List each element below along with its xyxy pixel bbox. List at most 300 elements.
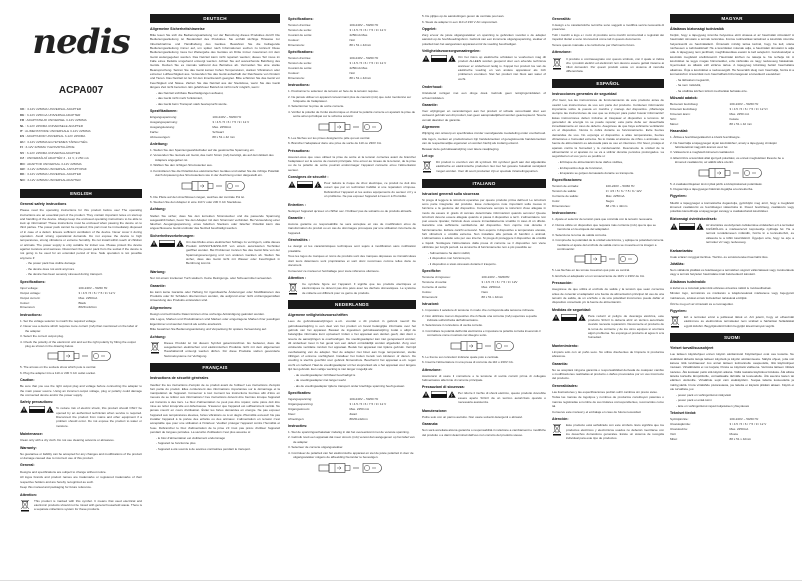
spec-label: Eingangsspannung: xyxy=(150,114,177,119)
general-text: Il design e le caratteristiche tecniche sono soggetti a modifica senza necessità di preavviso. xyxy=(552,23,664,32)
plug-diagram-icon xyxy=(573,253,643,265)
language-product-name: ADAPTOR UNIVERSAL 3-12V 2250MA xyxy=(27,161,82,166)
safety-bullet: - laite on vahingoittunut rajusti kuljetuksen yhteydessä xyxy=(676,403,749,408)
spec-label: Dimensions: xyxy=(288,75,305,80)
general-heading: Általános tudnivalók: xyxy=(670,279,707,284)
spec-row xyxy=(670,102,794,106)
language-separator: : xyxy=(24,172,28,177)
spec-label: Courant de sortie: xyxy=(288,65,313,70)
section-suomi xyxy=(670,333,794,441)
general-heading: Generalidades: xyxy=(552,383,578,388)
spec-label: Corriente de salida: xyxy=(552,194,579,199)
instruction-step: 1. Impostare il selettore di tensione in modo che corrisponda alla tensione richiesta. xyxy=(422,308,535,313)
safety-bullet: - power pack ei enää toimi xyxy=(676,398,712,403)
language-code: IT xyxy=(20,129,23,134)
general-text: Alle logo's, merken en productnamen zijn handelsmerken of geregistreerde handelsmerken van de respectievelijke eigenaren en worden hierbij als zodanig erkend. xyxy=(422,136,546,146)
electric-shock-icon xyxy=(314,181,322,188)
warranty-heading: Garanzia: xyxy=(422,422,439,427)
warranty-heading: Warranty: xyxy=(20,445,37,450)
instruction-step: 4. Kontrollieren Sie die Polarität des elektronischen Gerätes und stellen Sie die richtige Polarität durch Anpassung des Stromsteckers wie in der Zeichnung unten dargestellt ein. xyxy=(150,168,280,178)
instruction-step: 2. Ne jamais utiliser un appareil consommant plus de courant (mA) que celui mentionné sur l'étiquette de l'adaptateur. xyxy=(288,94,412,103)
safety-heading: Yleiset turvallisuusohjeet xyxy=(670,346,714,351)
instruction-step: 1. Positionner le sélecteur de tension en face de la tension requise. xyxy=(288,89,379,94)
attention-text: Ezt a terméket ezzel a jelöléssel láttuk el. Azt jelenti, hogy az elhasznált elektromos és elektronikus termékeket nem szabad a háztartási hulladékkal együtt kidobni. Begyűjtésükről külön begyűjtő létesítmények végzik. xyxy=(684,314,794,328)
instruction-step: 4. Controllare la polarità dell'unità elettronica e impostare la polarità corretta inserendo il connettore come mostrato nel disegno sotto. xyxy=(422,328,541,338)
safety-heading: Istruzioni generali sulla sicurezza xyxy=(422,191,480,196)
precautions-text: Um das Risiko eines elektrischen Schlags zu verringern, sollte dieses Produkt AUSSCHLIESSLICH von einem autorisierten Techniker geöffnet werden. Bei Problemen trennen Sie das Gerät bitte von der Spannungsversorgung und von anderen Geräten ab. Stellen Sie sicher, dass das Gerät nicht mit Wasser oder Feuchtigkeit in Berührung kommt. xyxy=(186,239,280,266)
caution-text: Zorg ervoor de juiste uitgangsstekker en spanning te gebruiken voordat u de adapter aansluit op de hoofdvoedingsbron. Gebruik van een incorrecte uitgangsspanning, stekker of polariteit kan het aangesloten apparaat en/of de voeding beschadigen. xyxy=(422,32,546,46)
section-nederlands-start xyxy=(288,300,416,474)
warranty-text: Aucune garantie ou responsabilité ne sera acceptée en cas de modification et/ou de transformation du produit ou en cas de dommages provoqués par une utilisation incorrecte de l'appareil. xyxy=(288,222,416,235)
caution-text: Assicurarsi di usare il connettore e la tensione di uscita corretti prima di collegare l'alimentatore alla fonte di corrente principale. xyxy=(422,373,546,383)
spec-row xyxy=(20,286,142,290)
weee-notice xyxy=(670,315,794,329)
spec-label: Ulostulojännite: xyxy=(670,421,691,426)
spec-value: Máx. 2250mA xyxy=(605,194,625,199)
precautions-row xyxy=(552,314,664,341)
caution-text: Stellen Sie sicher, dass Sie den korrekten Stromstecker und die passende Spannung ausgewählt haben, bevor Sie den Adapter mit dem Stromnetz verbinden. Bei Verwendung einer falschen Ausgangsspannung, eines falschen Steckers oder falscher Polarität kann das angeschlossene Gerät und/oder das Netzteil beschädigt werden. xyxy=(150,213,280,231)
maintenance-text: Límpielo sólo con un paño seco. No utilice disolventes de limpieza ni productos abrasivos. xyxy=(552,350,664,359)
safety-bullet: - als de voedingsadapter tijdens transport onder krachtige spanning heeft gestaan xyxy=(294,383,405,388)
spec-value: 3 / 4.5 / 5 / 6 / 7.5 / 9 / 12 V xyxy=(78,290,116,295)
safety-text: Si prega di leggere le istruzioni operative per questo prodotto prima dell'uso! Le istruzioni sono parte integrante del prodotto. Esse contengono note importanti sulla messa in funzione e la gestione del dispositivo. Conservare sempre le istruzioni d'uso allegate in modo da essere in grado di cercare determinate informazioni quando servono! Queste istruzioni devono essere allegate quando si passa il dispositivo a terzi. L'alimentatore non può essere riparato; l'articolo deve essere immediatamente smaltito in caso di un difetto. Garantire una sufficiente ventilazione del dispositivo. Non coprire mai durante il funzionamento. Evitare carichi eccessivi. Non esporre il dispositivo a temperature elevate, forti vibrazioni o umidità estrema. Non installare alla portata di bambini o animali. L'alimentatore è adatto solo per uso interno. Si prega di proteggere il dispositivo da umidità e liquidi. Scollegare l'alimentatore dalla presa di corrente se il dispositivo non viene utilizzato per lunghi periodi. La sicurezza di funzionamento non è più possibile se: xyxy=(422,197,546,250)
spec-label: Output current: xyxy=(20,295,41,300)
instruction-step: 5. Les flèches sur les prises désignent le pôle qui est central. xyxy=(288,135,371,140)
instruction-step: 6. Steek de adapter in een 110 of 230 V AC stopcontact. xyxy=(422,19,498,24)
spec-value: 88 x 51 x 42mm xyxy=(729,436,752,441)
maintenance-text: Uitsluitend reinigen met een droge doek. Gebruik geen reinigingsmiddelen of schuurmiddelen. xyxy=(422,91,546,100)
spec-label: Bemeneti feszültség: xyxy=(670,102,699,107)
specifications-heading: Specificaties: xyxy=(288,390,312,395)
spec-value: 100-240V ~ 50/60 Hz xyxy=(605,184,635,189)
spec-row xyxy=(288,66,416,70)
maintenance-text: Pulire solo con un panno asciutto. Non usare solventi detergenti o abrasivi. xyxy=(422,414,523,419)
language-code: RO xyxy=(20,161,25,166)
weee-bin-icon xyxy=(552,423,562,437)
section-header-hu: MAGYAR xyxy=(670,14,794,23)
spec-value: Musta xyxy=(729,431,738,436)
plug-polarity-diagram xyxy=(288,461,416,475)
spec-value: Max. 2250mA xyxy=(78,295,98,300)
instruction-step: 4. Vérifier la polarité de l'unité électronique et choisir la polarité correcte en ajustant la prise de sortie ainsi qu'indiqué sur le schéma suivant: xyxy=(288,109,416,119)
spec-row xyxy=(150,125,280,129)
instruction-step: 3. Select the correct output plug. xyxy=(20,334,64,339)
language-code: DK xyxy=(20,172,25,177)
spec-value: Negro xyxy=(605,199,615,204)
spec-row xyxy=(20,291,142,295)
plug-diagram-icon xyxy=(180,180,250,192)
safety-bullet: - ha szállítás közben túlzott mechanikai behatás érte. xyxy=(676,88,748,93)
spec-value: Zwart xyxy=(349,411,358,416)
safety-bullet: - l'appareil ne fonctionne plus xyxy=(156,441,196,446)
spec-label: Kleur: xyxy=(288,411,296,416)
safety-bullet: - the device does not work anymore xyxy=(26,266,75,271)
electric-shock-icon xyxy=(578,314,586,321)
weee-bin-icon xyxy=(422,160,432,174)
attention-text: Dieses Produkt ist mit diesem Symbol gekennzeichnet. Es bedeutet, dass die ausgedienten elektrischen und elektronischen Produkte nicht mit dem allgemeinen Haushaltsmüll entsorgt werden dürfen. Für diese Produkte stehen gesonderte Sammelsysteme zur Verfügung. xyxy=(164,340,280,358)
general-text: Keep this manual and packaging for future reference. xyxy=(20,485,92,490)
caution-heading: Achtung: xyxy=(150,207,166,212)
specifications-heading: Műszaki adatok: xyxy=(670,95,698,100)
section-nederlands-cont xyxy=(422,14,546,175)
language-product-name: ADAPTATEUR UNIVERSEL 3-12V 2250MA xyxy=(26,118,87,123)
plug-polarity-diagram xyxy=(288,120,416,134)
crossed-bin-icon xyxy=(552,423,562,436)
general-text: Bitte bewahren Sie Bedienungsanleitung und Verpackung für spätere Verwendung auf. xyxy=(150,327,267,332)
warning-triangle-icon xyxy=(422,391,430,398)
section-english xyxy=(20,189,142,513)
safety-text: Lees de gebruiksaanwijzingen a.u.b. voordat u dit product in gebruik neemt! De gebruiksaanwijzing is een deel van het product en bevat belangrijke informatie over het gebruik van het apparaat. Bewaar de ingesloten gebruiksaanwijzing zodat u altijd de belangrijke informatie kunt opzoeken! Indien u het apparaat aan derden geeft, dan dient u tevens de aanwijzingen te overhandigen. De voedingsadapter kan niet gerepareerd worden; dit onderdeel moet in het geval van een defect onmiddellijk worden afgedankt. Zorg voor voldoende ventilatie rondom het apparaat. Bedek het apparaat niet tijdens gebruik. Vermijd overbelasting van de adapter. Stel de adapter niet bloot aan hoge temperaturen, sterke trillingen of extreme vochtigheid. Installeer het buiten bereik van kinderen of dieren. De voeding is slechts geschikt voor gebruik binnenshuis. Beschermt het apparaat a.u.b. tegen vocht en natheid. Haal de voedingsadapter uit het stopcontact als u het apparaat voor langere tijd niet gebruikt. Een veilige werking is niet langer mogelijk als: xyxy=(288,319,416,371)
safety-heading: Instructions de sécurité générales xyxy=(150,376,209,381)
weee-notice xyxy=(20,499,142,513)
precautions-row xyxy=(288,181,416,200)
spec-value: 88 x 51 x 42mm xyxy=(605,204,628,209)
warning-icons xyxy=(670,223,704,230)
language-separator: : xyxy=(24,166,28,171)
precautions-text: Para reducir el peligro de descarga eléctrica, este producto SOLO lo debería abrir un técnico autorizado cuando necesite reparación. Desconecte el producto de la toma de corriente y de los otros equipos si ocurriera algún problema. No exponga el producto al agua ni a la humedad. xyxy=(588,313,664,340)
warranty-text: Es kann keine Garantie oder Haftung für irgendwelche Änderungen oder Modifikationen des Produkts oder für Schäden übernommen werden, die aufgrund einer nicht ordnungsgemäßen Anwendung des Produkts entstanden sind. xyxy=(150,289,280,303)
column-cover-english xyxy=(20,0,142,578)
spec-row xyxy=(150,115,280,119)
section-header-de: DEUTSCH xyxy=(150,14,280,23)
spec-label: Courant de sortie: xyxy=(288,32,313,37)
warning-icons xyxy=(288,181,322,188)
instruction-step: 4. Ellenőrizze a készülék által igényelt polaritást, és ennek megfelelően illessze be a kimeneti csatlakozót, az alábbi ábra szerint. xyxy=(670,155,784,165)
weee-bin-icon xyxy=(552,57,562,71)
language-product-name: ALIMENTATORE UNIVERSALE 3-12V 2250MA xyxy=(25,129,91,134)
attention-text: Ce symbole figure sur l'appareil. Il signifie que les produits électriques et électroniques ne doivent pas être jetés avec les déchets domestiques. Le système de collecte est différent pour ce genre de produits. xyxy=(302,281,416,295)
instruction-step: 4. Compruebe la polaridad de la unidad electrónica, y aplique la polaridad correcta mediante el ajuste del enchufe de salida como se muestra en la imagen a continuación: xyxy=(552,238,664,251)
language-code: ES xyxy=(20,134,25,139)
language-separator: : xyxy=(24,177,28,182)
spec-label: Syöttöjännite: xyxy=(670,416,689,421)
safety-heading: General safety instructions xyxy=(20,202,67,207)
language-product-name: 3-12V 2250MA UNIVERSELE ADAPTER xyxy=(26,123,83,128)
warranty-text: Nem vállalunk jótállást és felelősséget a termékben végzett változtatások vagy módosítások vagy a termék helytelen használata miatt bekövetkező károkért. xyxy=(670,268,794,277)
maintenance-heading: Maintenance: xyxy=(20,432,43,437)
spec-value: Noir xyxy=(349,37,356,42)
spec-row xyxy=(670,427,794,431)
precautions-heading: Veiligheidsvoorzorgsmaatregelen: xyxy=(422,48,481,53)
spec-value: 2250mA Max. xyxy=(349,65,369,70)
caution-heading: Figyelem: xyxy=(670,194,687,199)
warning-triangle-icon xyxy=(150,240,158,247)
spec-label: Väri: xyxy=(670,431,677,436)
spec-value: 3 / 4.5 / 5 / 6 / 7.5 / 9 / 12 V xyxy=(212,119,250,124)
precautions-heading: Sicherheitsvorkehrungen: xyxy=(150,233,195,238)
caution-heading: Caution: xyxy=(20,378,35,383)
safety-bullet: - power pack on vahingoittunut näkyvästi xyxy=(676,392,732,397)
spec-row xyxy=(288,38,416,42)
spec-row xyxy=(670,122,794,126)
spec-label: Colore: xyxy=(422,289,432,294)
warranty-heading: Garantie: xyxy=(150,283,166,288)
language-product-name: 3-12V 2250mA UNIVERSALADAPTER xyxy=(26,112,81,117)
safety-bullet: - de voedingsadapter zichtbaar beschadigd is xyxy=(294,372,356,377)
instruction-step: 5. Las flechas en las tomas muestran qué polo es central. xyxy=(552,268,630,273)
spec-label: Abmessungen: xyxy=(150,134,171,139)
general-text: Las ilustraciones y las especificaciones podrán sufrir cambios sin previo aviso. xyxy=(552,389,658,394)
crossed-bin-icon xyxy=(288,282,298,295)
instructions-heading: Instructions: xyxy=(20,312,42,317)
plug-diagram-icon xyxy=(317,121,387,133)
spec-row xyxy=(288,76,416,80)
precautions-heading: Medidas de seguridad: xyxy=(552,307,591,312)
spec-row xyxy=(288,61,416,65)
spec-label: Dimension: xyxy=(20,305,36,310)
specifications-heading: Especificaciones: xyxy=(552,178,583,183)
instruction-step: 6. Dugaszolja a tápegységet hálózati dugaljba a konnektorba. xyxy=(670,187,754,192)
warranty-text: Non sarà accettata alcuna garanzia o responsabilità in relazione a cambiamenti e modifiche del prodotto o a danni determinati dall'uso non corretto del prodotto stesso. xyxy=(422,428,546,437)
precautions-row xyxy=(422,391,546,405)
instruction-step: 1. Állítsa a feszültségválasztót a kívánt feszültségre. xyxy=(670,135,741,140)
spec-label: Tension d'entrée: xyxy=(288,56,312,61)
section-deutsch xyxy=(150,14,280,359)
instructions-heading: Instrucciones: xyxy=(552,211,577,216)
spec-row xyxy=(288,43,416,47)
spec-label: Dimensioni: xyxy=(422,294,438,299)
spec-value: 3 / 4.5 / 5 / 6 / 7.5 / 9 / 12 V xyxy=(349,28,387,32)
caution-label-icon xyxy=(159,240,175,247)
spec-label: Tension de sortie: xyxy=(288,28,312,32)
instructions-heading: Instructions: xyxy=(288,83,310,88)
section-header-nl: NEDERLANDS xyxy=(288,300,416,309)
spec-value: 100-240V ~ 50/60 Hz xyxy=(729,416,759,421)
general-heading: Algemeen: xyxy=(422,124,441,129)
spec-value: 3 / 4.5 / 5 / 6 / 7.5 / 9 / 12 V= xyxy=(729,106,769,111)
attention-heading: Achtung: xyxy=(150,334,166,339)
weee-bin-icon xyxy=(670,315,680,329)
spec-label: Szín: xyxy=(670,116,677,121)
warning-triangle-icon xyxy=(552,314,560,321)
spec-label: Farbe: xyxy=(150,129,159,134)
instruction-step: 5. The arrows on the sockets show which pole is central. xyxy=(20,365,97,370)
maintenance-heading: Onderhoud: xyxy=(422,85,443,90)
precautions-row xyxy=(422,55,546,82)
spec-label: Ulostulovirta: xyxy=(670,426,688,431)
warranty-text: Voor wijzigingen en veranderingen aan het product of schade veroorzaakt door een verkeerd gebruik van dit product, kan geen aansprakelijkheid worden geaccepteerd. Tevens vervalt daardoor de garantie. xyxy=(422,109,546,122)
caution-heading: Opgelet: xyxy=(422,26,437,31)
warranty-heading: Jótállás: xyxy=(670,261,685,266)
language-separator: : xyxy=(24,139,28,144)
instruction-step: 3. Sélectionner la prise de sortie correcte. xyxy=(288,104,345,109)
attention-text: This product is marked with this symbol. It means that used electrical and electronic products should not be mixed with general household waste. There is a separate collections system for these products. xyxy=(34,498,142,512)
spec-label: Tension de sortie: xyxy=(288,61,312,66)
spec-label: Afmetingen: xyxy=(288,416,305,421)
warning-triangle-icon xyxy=(288,181,296,188)
instruction-step: 6. Enchufe el adaptador en un tomacorriente de 110V ó 230V de CA. xyxy=(552,273,645,278)
instruction-step: 1. Ajuste el selector de tensión para que coincida con la tensión necesaria. xyxy=(552,217,653,222)
spec-value: 88 x 51 x 42mm xyxy=(349,42,372,47)
weee-bin-icon xyxy=(288,282,298,296)
electric-shock-icon xyxy=(448,55,456,62)
spec-label: Tension d'entrée: xyxy=(288,23,312,28)
attention-heading: Let op: xyxy=(422,154,434,159)
section-francais-start xyxy=(150,363,280,451)
attention-heading: Attention: xyxy=(20,492,37,497)
instructions-heading: Istruzioni: xyxy=(422,302,440,307)
instruction-step: 1. Stel de spanningsschakelaar zodanig in dat het overeenkomt met de vereiste spanning. xyxy=(288,429,410,434)
language-code: UK xyxy=(20,107,25,112)
spec-value: 3 / 4.5 / 5 / 6 / 7.5 / 9 / 12V xyxy=(605,189,642,194)
spec-row xyxy=(552,194,664,198)
instructions-heading: Instructies: xyxy=(288,423,308,428)
spec-row xyxy=(670,422,794,426)
specifications-heading: Tekniset tiedot: xyxy=(670,410,697,415)
language-code: FI xyxy=(20,145,23,150)
spec-label: Kimeneti feszültség: xyxy=(670,106,698,111)
general-heading: General: xyxy=(20,463,35,468)
spec-row xyxy=(20,296,142,300)
spec-label: Couleur: xyxy=(288,37,300,42)
spec-label: Uitgangsstroom: xyxy=(288,406,311,411)
weee-notice xyxy=(422,160,546,174)
language-product-name: 3-12V 2250MA YLEISVIRTALÄHDE xyxy=(25,145,75,150)
electric-shock-icon xyxy=(448,391,456,398)
section-espanol xyxy=(552,79,664,442)
general-text: Wijziging van ontwerp en specificaties zonder voorafgaande mededeling onder voorbehoud. xyxy=(422,131,546,136)
spec-row xyxy=(422,275,546,279)
spec-label: Kimeneti áram: xyxy=(670,111,691,116)
model-number: ACPA007 xyxy=(58,85,104,97)
safety-bullet: - the device has been severely stressed during transport. xyxy=(26,272,103,277)
spec-row xyxy=(670,417,794,421)
maintenance-heading: Wartung: xyxy=(150,270,166,275)
electric-shock-icon xyxy=(696,223,704,230)
safety-bullet: - El dispositivo deja de funcionar, xyxy=(558,165,603,170)
warning-triangle-icon xyxy=(422,55,430,62)
electric-shock-icon xyxy=(46,406,54,413)
precautions-text: To reduce risk of electric shock, this product should ONLY be opened by an authorized technician when service is required. Disconnect the product from mains and other equipment if a problem should occur. Do not expose the product to water or moisture. xyxy=(56,406,142,428)
language-list xyxy=(20,107,142,183)
maintenance-text: Nur mit einem trockenen Tuch säubern. Keine Reinigungs- oder Scheuermittel verwenden. xyxy=(150,276,273,281)
weee-notice xyxy=(150,341,280,360)
language-product-name: 3-12V 2250MA UNIVERSALADAPTER xyxy=(27,177,81,182)
spec-row xyxy=(288,23,416,27)
spec-row xyxy=(288,28,416,32)
column-nl-it xyxy=(422,0,546,578)
instruction-step: 3. Selezionare il connettore di uscita corretto. xyxy=(422,323,483,328)
section-header-fi: SUOMI xyxy=(670,333,794,342)
safety-bullet: - das Gerät beim Transport stark beansprucht wurde. xyxy=(156,101,228,106)
instruction-step: 2. Verwenden Sie niemals ein Gerät, das mehr Strom (mA) benötigt, als auf dem Etikett des Adapters angegeben ist. xyxy=(150,153,274,162)
instruction-step: 2. Nunca utilice un dispositivo que requiera más corriente (mA) que la que se menciona en la etiqueta del adaptador. xyxy=(552,222,656,232)
caution-text: Assurez-vous que vous utilisez la prise de sortie et la tension correctes avant de brancher l'adaptateur sur la source de courant principale. Une erreur au niveau de la tension, de la prise ou de la polarité de sortie pourrait endommager l'appareil connecté et/ou l'alimentation secteur. xyxy=(288,154,416,172)
caution-text: Mielőtt a tápegységet a konnektorba dugaszolja, győződjön meg arról, hogy a megfelelő kimeneti csatlakozót és feszültséget választotta ki. Rossz feszültség, csatlakozó vagy polaritás károsíthatja a tápegységet és/vagy a csatlakoztatott készüléket. xyxy=(670,200,794,214)
safety-heading: Algemene veiligheidsvoorschriften xyxy=(288,313,348,318)
general-text: Minden logó, terméknév és márkanév a tulajdonosának márkaneve vagy bejegyzett márkaneve, azokat ennek tiszteletben tartásával említjük. xyxy=(670,291,794,300)
spec-row xyxy=(422,280,546,284)
spec-label: Couleur: xyxy=(288,70,300,75)
safety-heading: Instrucciones generales de seguridad xyxy=(552,92,617,97)
safety-bullet: - ha láthatóan megsérült, xyxy=(676,77,710,82)
attention-heading: Figyelem: xyxy=(670,308,687,313)
spec-label: Tensión de entrada: xyxy=(552,184,579,189)
instruction-step: 5. De pijltjes op de aansluitingen geven de centrale pool aan. xyxy=(422,14,505,18)
spec-row xyxy=(422,295,546,299)
maintenance-heading: Manutenzione: xyxy=(422,408,448,413)
language-separator: : xyxy=(24,112,27,117)
plug-polarity-diagram xyxy=(20,349,142,363)
caution-heading: Précautions: xyxy=(288,148,310,153)
spec-label: Uitgangsspanning: xyxy=(288,401,314,406)
safety-text: Veuillez lire les instructions d'emploi de ce produit avant de l'utiliser! Les instructions d'emploi font partie du produit. Elles contiennent des informations importantes sur le démarrage et la manipulation de l'appareil. Conserver à tout moment les instructions fournies afin d'être en mesure de se référer aux informations! Ces instructions doivent être fournies lorsque l'appareil est transmis à des tiers. Le bloc d'alimentation ne peut pas être réparé; cette pièce doit être mise au rebut lorsqu'elle est défectueuse. S'assurer que l'appareil est suffisamment ventilé. Ne jamais couvrir en cours d'utilisation. Éviter les fortes demandes en énergie. Ne pas exposer l'appareil aux températures élevées, fortes vibrations ou à un degré d'humidité excessif. Ne pas installer l'appareil à la portée des enfants ou des animaux. L'alimentation en tension n'est acceptable que pour une utilisation à l'intérieur. Veuillez protéger l'appareil contre l'humidité et l'eau. Débrancher le bloc d'alimentation de la prise s'il n'est pas prévu d'utiliser l'appareil pendant de longues périodes. La sécurité d'utilisation n'est plus assurée si: xyxy=(150,382,280,434)
general-heading: Généralités : xyxy=(288,238,310,243)
spec-row xyxy=(20,301,142,305)
safety-bullet: - le bloc d'alimentation est visiblement endommagé xyxy=(156,435,226,440)
section-header-en: ENGLISH xyxy=(20,189,142,198)
warranty-heading: Garantía: xyxy=(552,361,568,366)
precautions-heading: Consignes de sécurité : xyxy=(288,174,329,179)
column-it-es xyxy=(552,0,664,578)
spec-value: Black xyxy=(78,300,86,305)
precautions-heading: Safety precautions: xyxy=(20,400,54,405)
language-code: CZ xyxy=(20,156,25,161)
spec-value: 88 x 51 x 42 mm xyxy=(729,121,753,126)
crossed-bin-icon xyxy=(150,341,160,354)
spec-label: Corrente di uscita: xyxy=(422,284,447,289)
spec-row xyxy=(288,397,416,401)
spec-row xyxy=(20,305,142,309)
spec-row xyxy=(150,120,280,124)
weee-notice xyxy=(288,282,416,296)
spec-row xyxy=(552,189,664,193)
general-text: Todas las marcas de logotipos y nombres de productos constituyen patentes o marcas registradas a nombre de sus titulares correspondientes, reconocidos como tal. xyxy=(552,395,664,409)
specifications-heading: Spezifikationen: xyxy=(150,108,178,113)
weee-notice xyxy=(552,57,664,76)
spec-row xyxy=(288,412,416,416)
general-text: Conserve este manual y el embalaje en caso de futura necesidad. xyxy=(552,409,642,414)
spec-row xyxy=(288,417,416,421)
safety-bullet: - El aparato se golpeó demasiado durante su transporte. xyxy=(558,171,635,176)
spec-row xyxy=(288,56,416,60)
precautions-row xyxy=(20,406,142,429)
spec-row xyxy=(422,290,546,294)
crossed-bin-icon xyxy=(552,57,562,70)
spec-label: Méret: xyxy=(670,121,679,126)
spec-label: Output voltage: xyxy=(20,290,41,295)
spec-value: Max. 2250mA xyxy=(481,284,501,289)
spec-value: 88 x 51 x 42 mm xyxy=(212,134,235,139)
precautions-heading: Biztonsági óvintézkedések: xyxy=(670,216,717,221)
spec-label: Ausgangsspannung: xyxy=(150,119,178,124)
instruction-step: 6. Inserire l'alimentatore in una presa di corrente da 110 o 230V CA. xyxy=(422,360,514,365)
language-code: NO xyxy=(20,177,25,182)
safety-bullet: - das Netzteil sichtbare Beschädigungen aufweist, xyxy=(156,90,224,95)
spec-value: 88 x 51 x 42mm xyxy=(481,294,504,299)
spec-row xyxy=(552,184,664,188)
plug-polarity-diagram xyxy=(150,179,280,193)
spec-row xyxy=(150,130,280,134)
general-text: Bewaar deze gebruiksaanwijzing voor latere raadpleging. xyxy=(422,146,500,151)
spec-row xyxy=(552,204,664,208)
warning-icons xyxy=(422,391,456,398)
spec-label: Colour: xyxy=(20,300,30,305)
language-separator: : xyxy=(24,156,27,161)
precautions-row xyxy=(150,240,280,267)
electric-shock-icon xyxy=(176,240,184,247)
column-de-fr xyxy=(150,0,280,578)
plug-polarity-diagram xyxy=(552,252,664,266)
general-heading: Allgemeines: xyxy=(150,305,173,310)
instruction-step: 3. Wählen Sie den richtigen Stromstecker aus. xyxy=(150,163,213,168)
attention-text: Dit product is voorzien van dit symbool. Dit symbool geeft aan dat afgedankte elektrische en elektronische producten niet met het gewone huisafval verwijderd mogen worden. Voor dit soort producten zijn er speciale inzamelingspunten. xyxy=(436,160,546,173)
instruction-step: 4. Check the polarity of the electronic unit and set the right polarity by fitting the output plug as shown in the drawing below. xyxy=(20,339,136,348)
general-text: Tenere questo manuale e la confezione per riferimento futuro. xyxy=(552,43,636,48)
spec-value: 3 / 4.5 / 5 / 6 / 7.5 / 9 / 12 V xyxy=(349,401,387,406)
instruction-step: 5. A csatlakozófejeken lévő nyilak jelzik a középtüskének polaritását. xyxy=(670,181,763,186)
weee-notice xyxy=(552,423,664,442)
